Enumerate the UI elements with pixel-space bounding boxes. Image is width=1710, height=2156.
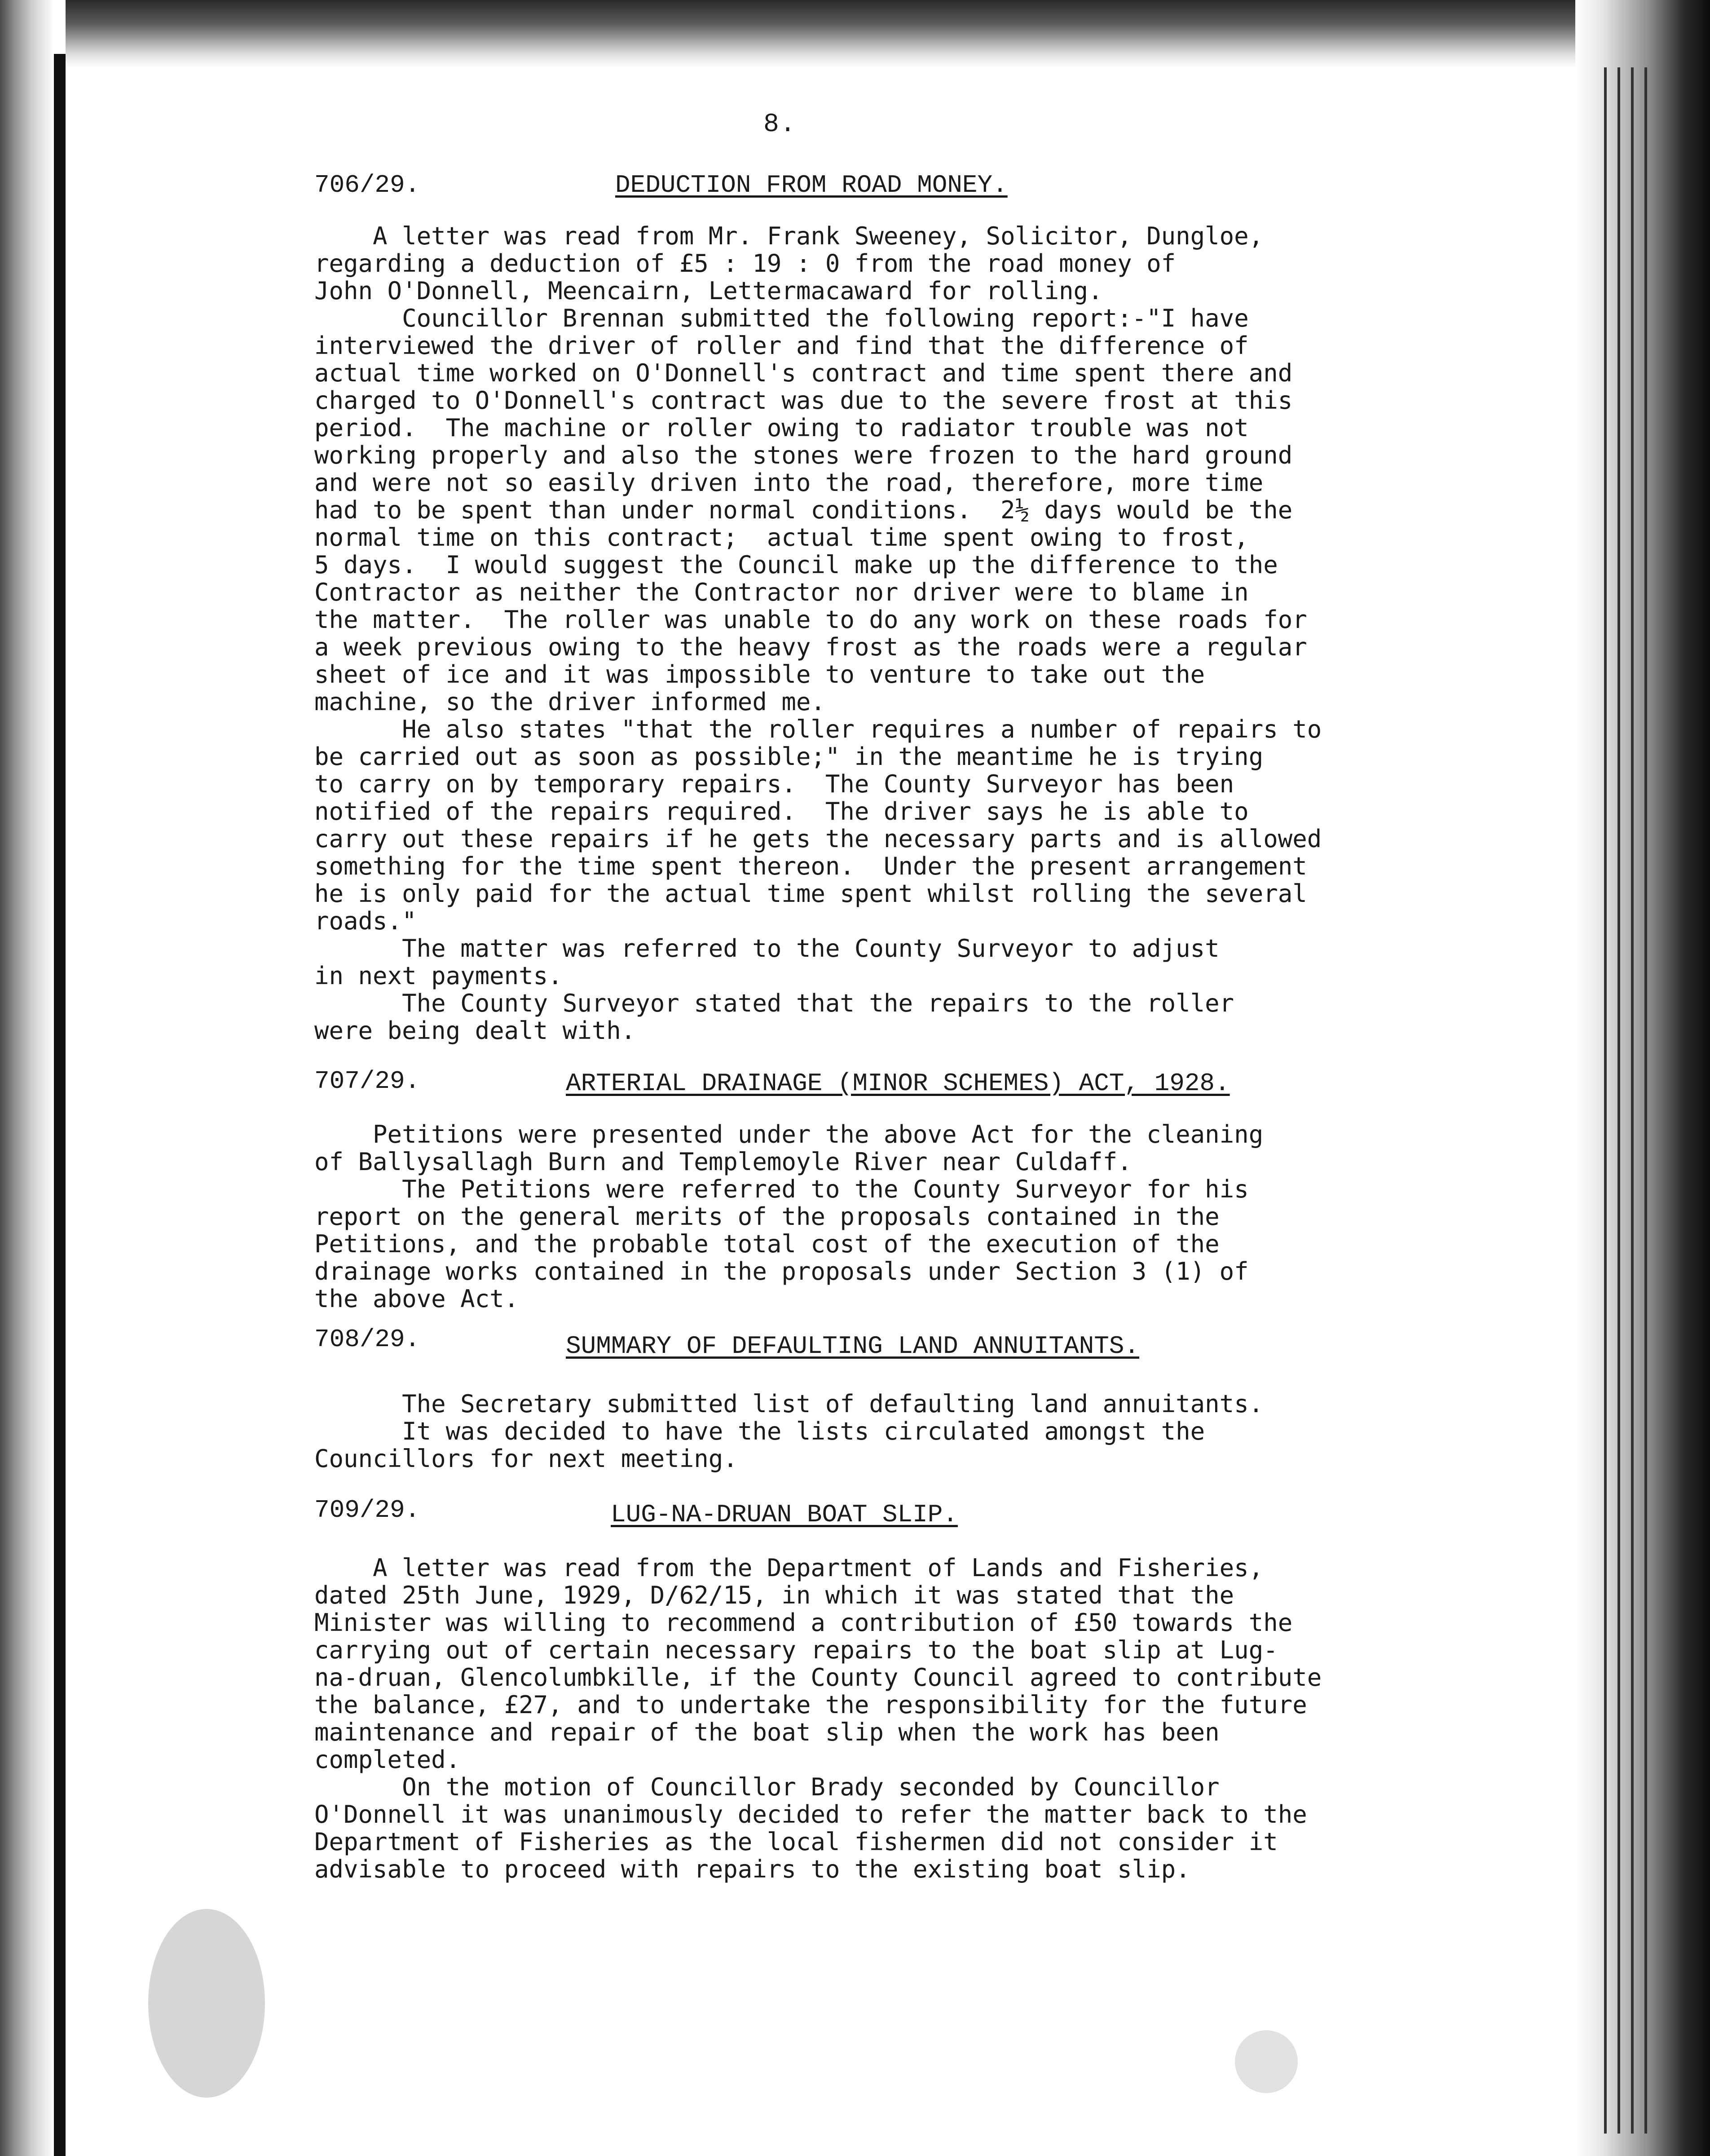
minute-heading: ARTERIAL DRAINAGE (MINOR SCHEMES) ACT, 1928. [566, 1069, 1230, 1098]
minute-number: 708/29. [314, 1325, 420, 1354]
minute-heading: SUMMARY OF DEFAULTING LAND ANNUITANTS. [566, 1332, 1140, 1361]
minute-number: 707/29. [314, 1067, 420, 1096]
page-number: 8. [763, 110, 797, 139]
page-stack-line [1644, 67, 1647, 2134]
minute-body: A letter was read from the Department of Lands and Fisheries, dated 25th June, 1929, D/62/15, in which it was stated that the Minister was willing to recommend a contribution of £50 towards the carrying out of certain necessary repairs to the boat slip at Lug- na-druan, Glencolumbkille, if the County Council agreed to contribute the balance, £27, and to undertake the responsibility for the future maintenance and repair of the boat slip when the work has been completed. On the motion of Councillor Brady seconded by Councillor O'Donnell it was unanimously decided to refer the matter back to the Department of Fisheries as the local fishermen did not consider it advisable to proceed with repairs to the existing boat slip. [314, 1554, 1322, 1883]
page-stack-line [1631, 67, 1634, 2134]
minute-body: The Secretary submitted list of defaulting land annuitants. It was decided to have the lists circulated amongst the Councillors for next meeting. [314, 1390, 1264, 1473]
scan-edge-right [1575, 0, 1710, 2156]
minute-body: Petitions were presented under the above Act for the cleaning of Ballysallagh Burn and Templemoyle River near Culdaff. The Petitions were referred to the County Surveyor for his report on the general merits of the proposals contained in the Petitions, and the probable total cost of the execution of the drainage works contained in the proposals under Section 3 (1) of the above Act. [314, 1120, 1264, 1313]
minute-number: 709/29. [314, 1496, 420, 1524]
scan-binding-bar [54, 54, 66, 2156]
minute-body: A letter was read from Mr. Frank Sweeney, Solicitor, Dungloe, regarding a deduction of £5 : 19 : 0 from the road money of John O'Donnell, Meencairn, Lettermacaward for rolling. Councillor Brennan submitted the following report:-"I have interviewed the driver of roller and find that the difference of actual time worked on O'Donnell's contract and time spent there and charged to O'Donnell's contract was due to the severe frost at this period. The machine or roller owing to radiator trouble was not working properly and also the stones were frozen to the hard ground and were not so easily driven into the road, therefore, more time had to be spent than under normal conditions. 2½ days would be the normal time on this contract; actual time spent owing to frost, 5 days. I would suggest the Council make up the difference to the Contractor as neither the Contractor nor driver were to blame in the matter. The roller was unable to do any work on these roads for a week previous owing to the heavy frost as the roads were a regular sheet of ice and it was impossible to venture to take out the machine, so the driver informed me. He also states "that the roller requires a number of repairs to be carried out as soon as possible;" in the meantime he is trying to carry on by temporary repairs. The County Surveyor has been notified of the repairs required. The driver says he is able to carry out these repairs if he gets the necessary parts and is allowed something for the time spent thereon. Under the present arrangement he is only paid for the actual time spent whilst rolling the several roads." The matter was referred to the County Surveyor to adjust in next payments. The County Surveyor stated that the repairs to the roller were being dealt with. [314, 222, 1322, 1045]
scan-edge-left [0, 0, 54, 2156]
scan-edge-top [66, 0, 1710, 67]
page-stack-line [1604, 67, 1607, 2134]
minute-heading: LUG-NA-DRUAN BOAT SLIP. [611, 1500, 958, 1529]
minute-number: 706/29. [314, 171, 420, 199]
minute-heading: DEDUCTION FROM ROAD MONEY. [615, 171, 1008, 199]
page-stack-line [1617, 67, 1620, 2134]
scan-smudge [148, 1909, 265, 2098]
scan-smudge [1235, 2030, 1298, 2093]
